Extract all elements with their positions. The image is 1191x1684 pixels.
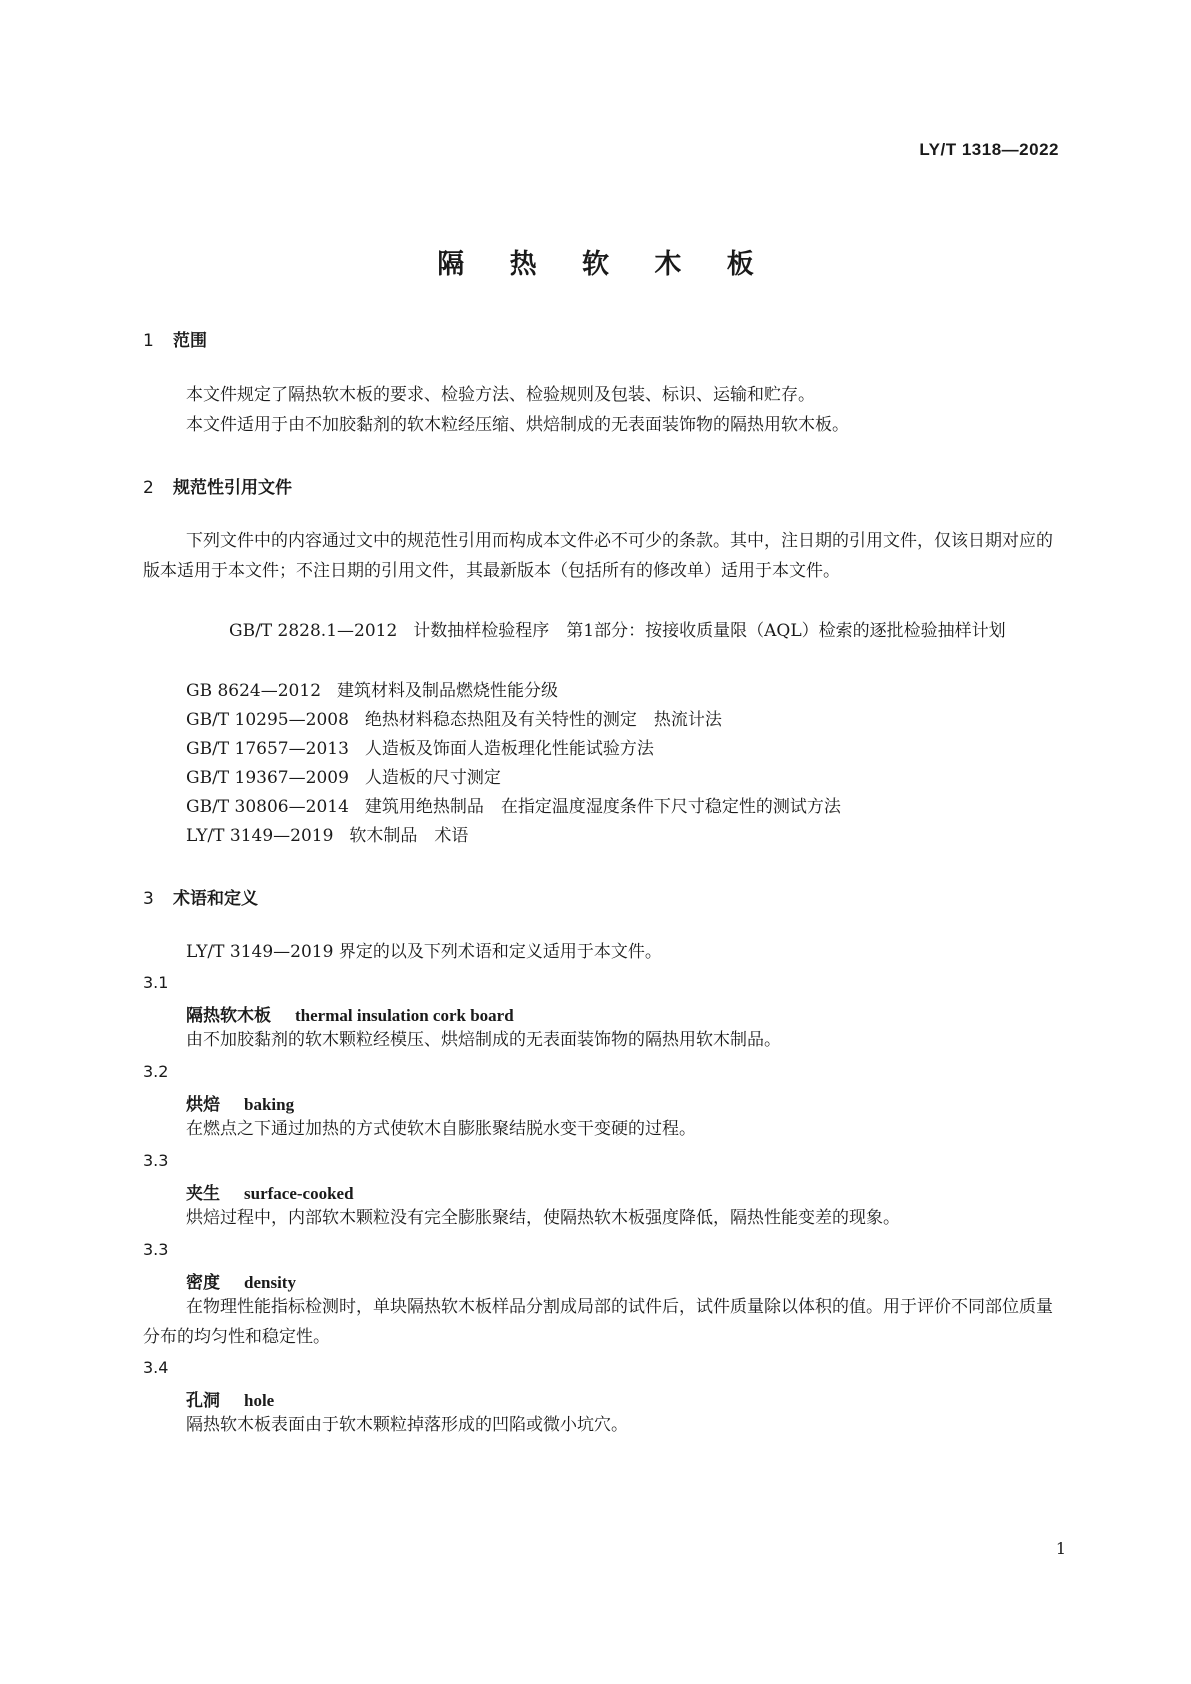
term-number: 3.1	[143, 973, 169, 992]
page-title: 隔 热 软 木 板	[437, 249, 772, 280]
term-number: 3.3	[143, 1151, 169, 1170]
reference-item	[143, 616, 1063, 646]
page-number: 1	[1055, 1539, 1066, 1558]
term-number: 3.2	[143, 1062, 169, 1081]
reference-title: 人造板的尺寸测定	[364, 768, 501, 788]
term-zh: 烘焙	[186, 1095, 220, 1115]
term-heading	[186, 1090, 294, 1115]
reference-code: GB/T 10295—2008	[186, 710, 349, 730]
term-definition: 在燃点之下通过加热的方式使软木自膨胀聚结脱水变干变硬的过程。	[186, 1119, 696, 1139]
term-heading	[186, 1268, 296, 1293]
reference-item	[186, 734, 654, 764]
term-definition: 在物理性能指标检测时，单块隔热软木板样品分割成局部的试件后，试件质量除以体积的值。用于评价不同部位质量分布的均匀性和稳定性。	[143, 1297, 1053, 1347]
reference-code: GB/T 17657—2013	[186, 739, 349, 759]
term-zh: 孔洞	[186, 1391, 220, 1411]
term-heading	[186, 1179, 354, 1204]
reference-code: GB/T 30806—2014	[186, 797, 349, 817]
standard-code: LY/T 1318—2022	[919, 140, 1059, 159]
term-en: density	[244, 1273, 296, 1292]
reference-item	[186, 792, 841, 822]
paragraph: 本文件规定了隔热软木板的要求、检验方法、检验规则及包装、标识、运输和贮存。	[186, 385, 815, 405]
term-en: baking	[244, 1095, 295, 1114]
reference-item	[186, 763, 501, 793]
paragraph: 本文件适用于由不加胶黏剂的软木粒经压缩、烘焙制成的无表面装饰物的隔热用软木板。	[186, 415, 849, 435]
reference-code: GB/T 19367—2009	[186, 768, 349, 788]
reference-item	[186, 676, 558, 706]
reference-code: GB 8624—2012	[186, 681, 322, 701]
section-1-heading	[143, 326, 207, 351]
term-zh: 夹生	[186, 1184, 220, 1204]
reference-title: 软木制品 术语	[349, 826, 469, 846]
paragraph: 下列文件中的内容通过文中的规范性引用而构成本文件必不可少的条款。其中，注日期的引用文件，仅该日期对应的版本适用于本文件；不注日期的引用文件，其最新版本（包括所有的修改单）适用于本文件。	[143, 531, 1053, 581]
term-number: 3.4	[143, 1358, 169, 1377]
reference-code: GB/T 2828.1—2012	[229, 621, 398, 641]
reference-item	[186, 821, 468, 851]
term-heading	[186, 1386, 274, 1411]
term-definition: 隔热软木板表面由于软木颗粒掉落形成的凹陷或微小坑穴。	[186, 1415, 628, 1435]
section-number: 2	[143, 478, 154, 498]
term-number: 3.3	[143, 1240, 169, 1259]
term-zh: 密度	[186, 1273, 220, 1293]
term-en: thermal insulation cork board	[295, 1006, 514, 1025]
reference-title: 人造板及饰面人造板理化性能试验方法	[364, 739, 654, 759]
paragraph: LY/T 3149—2019 界定的以及下列术语和定义适用于本文件。	[186, 942, 662, 962]
reference-title: 计数抽样检验程序 第1部分：按接收质量限（AQL）检索的逐批检验抽样计划	[413, 621, 1006, 641]
section-2-heading	[143, 473, 292, 498]
term-en: surface-cooked	[244, 1184, 354, 1203]
reference-title: 建筑用绝热制品 在指定温度湿度条件下尺寸稳定性的测试方法	[364, 797, 841, 817]
term-definition: 由不加胶黏剂的软木颗粒经模压、烘焙制成的无表面装饰物的隔热用软木制品。	[186, 1030, 781, 1050]
section-number: 3	[143, 889, 154, 909]
reference-title: 建筑材料及制品燃烧性能分级	[337, 681, 559, 701]
section-title: 术语和定义	[173, 889, 258, 909]
term-zh: 隔热软木板	[186, 1006, 271, 1026]
section-3-heading	[143, 884, 258, 909]
section-title: 范围	[173, 331, 207, 351]
reference-title: 绝热材料稳态热阻及有关特性的测定 热流计法	[364, 710, 722, 730]
reference-code: LY/T 3149—2019	[186, 826, 334, 846]
section-title: 规范性引用文件	[173, 478, 292, 498]
term-en: hole	[244, 1391, 275, 1410]
section-number: 1	[143, 331, 154, 351]
term-definition: 烘焙过程中，内部软木颗粒没有完全膨胀聚结，使隔热软木板强度降低，隔热性能变差的现象。	[186, 1208, 900, 1228]
reference-item	[186, 705, 722, 735]
term-heading	[186, 1001, 514, 1026]
